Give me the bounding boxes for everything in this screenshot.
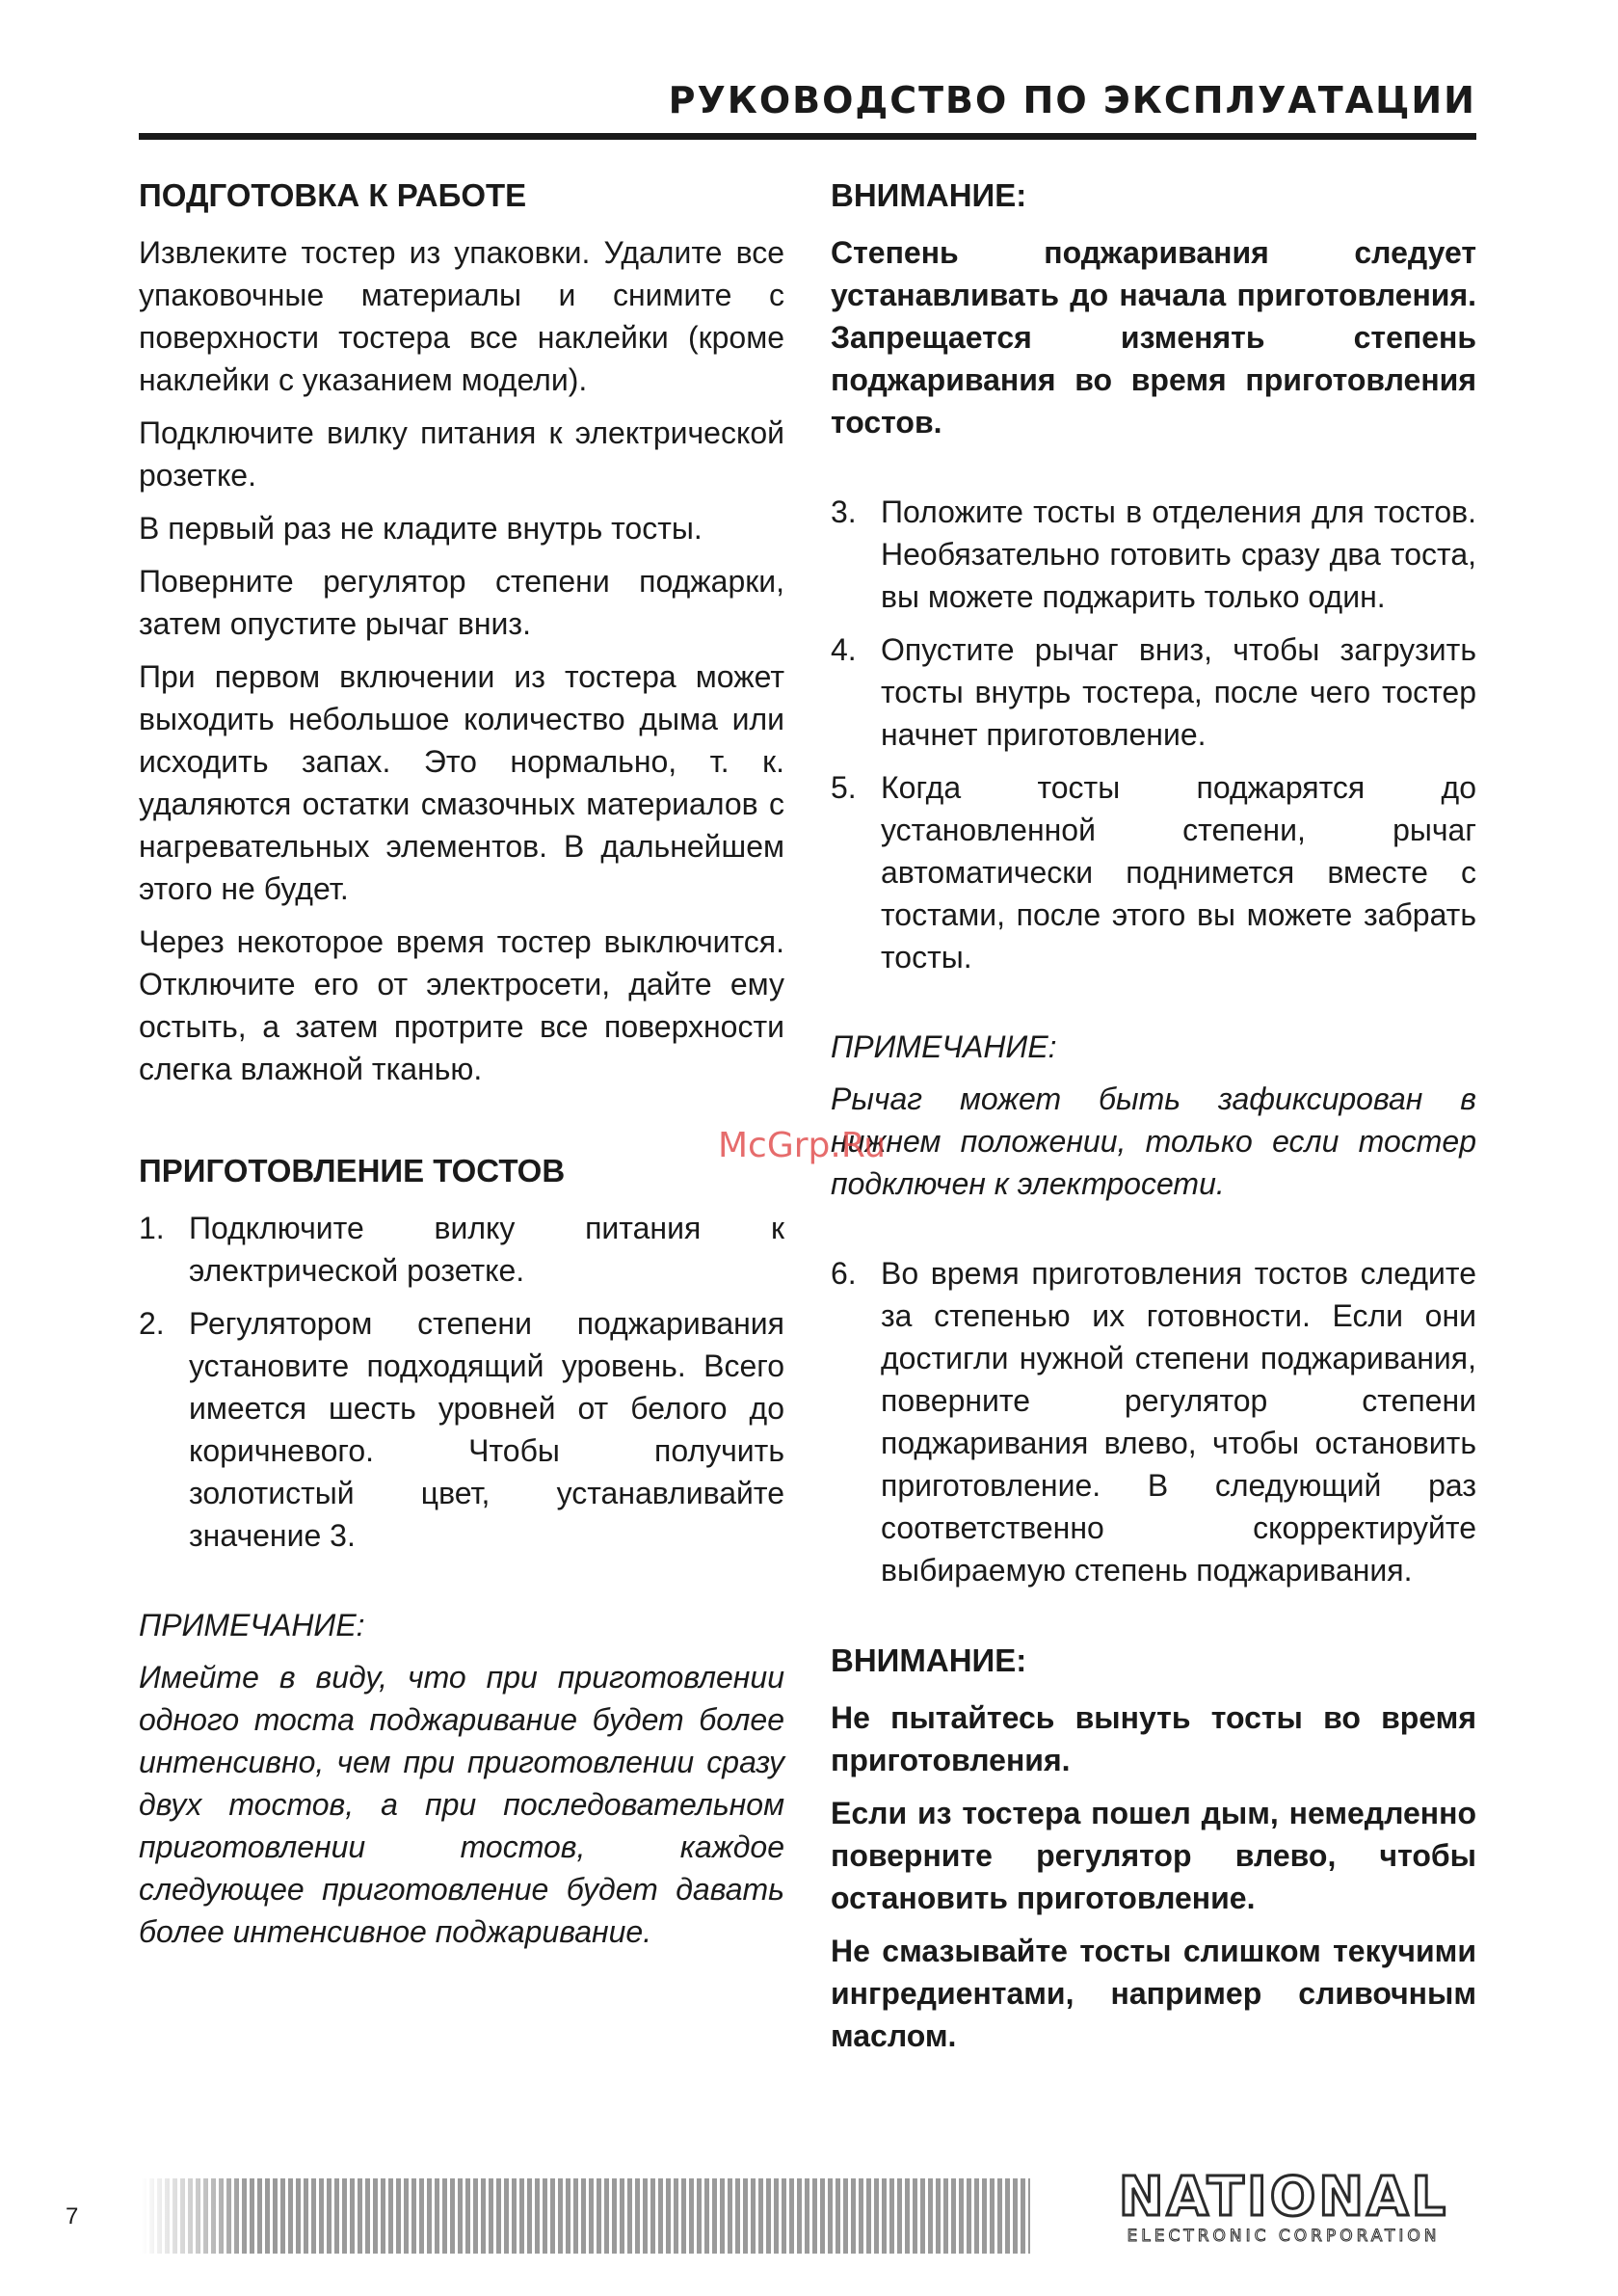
preparation-paragraph: Подключите вилку питания к электрической розетке. bbox=[139, 415, 784, 493]
warning-text: Не пытайтесь вынуть тосты во время приготовления. bbox=[831, 1700, 1476, 1777]
step-number: 5. bbox=[831, 770, 857, 805]
step-number: 6. bbox=[831, 1256, 857, 1291]
step-number: 4. bbox=[831, 632, 857, 667]
preparation-paragraph: В первый раз не кладите внутрь тосты. bbox=[139, 511, 703, 546]
brand-subtitle: ELECTRONIC CORPORATION bbox=[1127, 2227, 1441, 2246]
brand-logo bbox=[1087, 2166, 1480, 2246]
brand-name: NATIONAL bbox=[1118, 2166, 1449, 2229]
steps-list bbox=[831, 491, 1476, 978]
note-text: Имейте в виду, что при приготовлении одного тоста поджаривание будет более интенсивно, чем при приготовлении сразу двух тостов, а при последовательном приготовлении тостов, каждое следующее приготовление будет давать более интенсивное поджаривание. bbox=[139, 1660, 784, 1949]
warning-title: ВНИМАНИЕ: bbox=[831, 1642, 1027, 1678]
warning-text: Если из тостера пошел дым, немедленно поверните регулятор влево, чтобы остановить приготовление. bbox=[831, 1796, 1476, 1915]
step-text: Подключите вилку питания к электрической розетке. bbox=[189, 1211, 784, 1288]
preparation-heading: ПОДГОТОВКА К РАБОТЕ bbox=[139, 177, 527, 213]
warning-text: Степень поджаривания следует устанавливать до начала приготовления. Запрещается изменять степень поджаривания во время приготовления тостов. bbox=[831, 235, 1476, 440]
footer-decorative-pattern bbox=[142, 2178, 1030, 2254]
warning-text: Не смазывайте тосты слишком текучими ингредиентами, например сливочным маслом. bbox=[831, 1934, 1476, 2053]
step-item bbox=[139, 1207, 784, 1292]
step-item bbox=[831, 628, 1476, 756]
step-text: Во время приготовления тостов следите за степенью их готовности. Если они достигли нужной степени поджаривания, поверните регулятор степени поджаривания влево, чтобы остановить приготовление. В следующий раз соответственно скорректируйте выбираемую степень поджаривания. bbox=[881, 1256, 1476, 1588]
left-column bbox=[139, 174, 784, 1963]
toast-preparation-heading: ПРИГОТОВЛЕНИЕ ТОСТОВ bbox=[139, 1153, 566, 1188]
step-number: 1. bbox=[139, 1211, 165, 1245]
step-number: 2. bbox=[139, 1306, 165, 1341]
note-title: ПРИМЕЧАНИЕ: bbox=[139, 1608, 365, 1642]
step-text: Когда тосты поджарятся до установленной степени, рычаг автоматически поднимется вместе с тостами, после этого вы можете забрать тосты. bbox=[881, 770, 1476, 974]
step-text: Опустите рычаг вниз, чтобы загрузить тосты внутрь тостера, после чего тостер начнет приготовление. bbox=[881, 632, 1476, 752]
step-text: Регулятором степени поджаривания установите подходящий уровень. Всего имеется шесть уровней от белого до коричневого. Чтобы получить золотистый цвет, устанавливайте значение 3. bbox=[189, 1306, 784, 1553]
step-item bbox=[831, 766, 1476, 978]
steps-list bbox=[139, 1207, 784, 1557]
page-header-title: РУКОВОДСТВО ПО ЭКСПЛУАТАЦИИ bbox=[668, 79, 1476, 121]
note-title: ПРИМЕЧАНИЕ: bbox=[831, 1029, 1057, 1064]
header-divider bbox=[139, 133, 1476, 140]
warning-title: ВНИМАНИЕ: bbox=[831, 177, 1027, 213]
step-item bbox=[831, 491, 1476, 618]
steps-list bbox=[831, 1252, 1476, 1591]
page-number: 7 bbox=[66, 2203, 79, 2229]
step-text: Положите тосты в отделения для тостов. Необязательно готовить сразу два тоста, вы можете поджарить только один. bbox=[881, 494, 1476, 614]
watermark: McGrp.Ru bbox=[718, 1126, 887, 1165]
note-text: Рычаг может быть зафиксирован в нижнем положении, только если тостер подключен к электросети. bbox=[831, 1081, 1476, 1201]
preparation-paragraph: Через некоторое время тостер выключится. Отключите его от электросети, дайте ему остыть, а затем протрите все поверхности слегка влажной тканью. bbox=[139, 924, 784, 1086]
step-number: 3. bbox=[831, 494, 857, 529]
step-item bbox=[831, 1252, 1476, 1591]
step-item bbox=[139, 1302, 784, 1557]
right-column bbox=[831, 174, 1476, 2068]
preparation-paragraph: Извлеките тостер из упаковки. Удалите все упаковочные материалы и снимите с поверхности тостера все наклейки (кроме наклейки с указанием модели). bbox=[139, 235, 784, 397]
preparation-paragraph: Поверните регулятор степени поджарки, затем опустите рычаг вниз. bbox=[139, 564, 784, 641]
preparation-paragraph: При первом включении из тостера может выходить небольшое количество дыма или исходить запах. Это нормально, т. к. удаляются остатки смазочных материалов с нагревательных элементов. В дальнейшем этого не будет. bbox=[139, 659, 784, 906]
